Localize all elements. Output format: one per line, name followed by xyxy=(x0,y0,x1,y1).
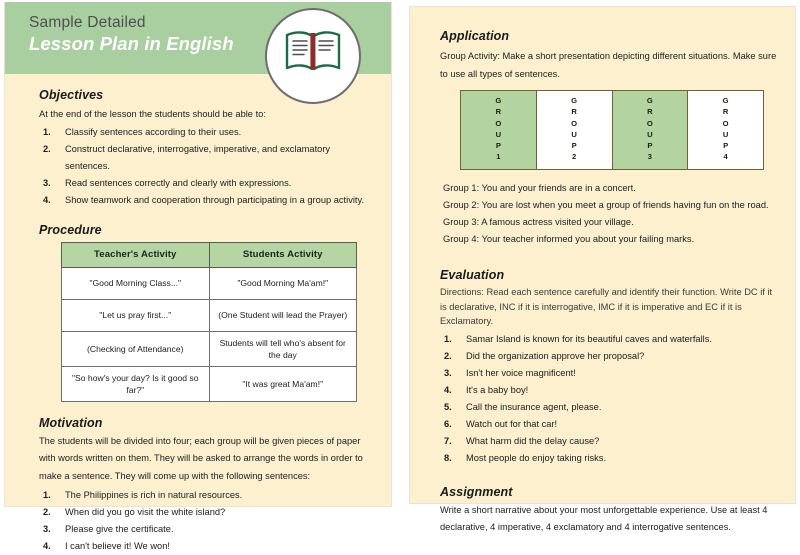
list-number: 2. xyxy=(440,348,466,365)
list-text: Read sentences correctly and clearly with expressions. xyxy=(65,175,369,192)
list-number: 8. xyxy=(440,450,466,467)
list-item xyxy=(39,124,369,141)
group-letter: U xyxy=(571,129,576,140)
motivation-list xyxy=(39,487,369,555)
list-text: Construct declarative, interrogative, imperative, and exclamatory sentences. xyxy=(65,141,369,175)
list-item xyxy=(440,416,777,433)
group-letter: G xyxy=(723,95,729,106)
group-letter: O xyxy=(647,118,653,129)
section-assignment xyxy=(440,485,777,537)
list-item xyxy=(440,399,777,416)
objectives-heading: Objectives xyxy=(39,88,369,102)
list-number: 6. xyxy=(440,416,466,433)
list-item xyxy=(440,348,777,365)
table-cell: (Checking of Attendance) xyxy=(62,331,210,366)
list-number: 4. xyxy=(39,538,65,555)
list-item xyxy=(39,521,369,538)
list-text: When did you go visit the white island? xyxy=(65,504,369,521)
section-motivation xyxy=(39,416,369,555)
list-text: Call the insurance agent, please. xyxy=(466,399,777,416)
group-letter: P xyxy=(572,140,577,151)
list-item xyxy=(440,450,777,467)
evaluation-directions: Directions: Read each sentence carefully and identify their function. Write DC if it is declarative, INC if it is interrogative, IMC if it is imperative and EC if it is Exclamatory. xyxy=(440,285,777,329)
table-row xyxy=(62,331,357,366)
group-letter: G xyxy=(647,95,653,106)
group-letter: G xyxy=(571,95,577,106)
table-row xyxy=(62,366,357,401)
page-header-band xyxy=(5,2,391,74)
group-letter: P xyxy=(723,140,728,151)
group-number: 4 xyxy=(724,151,728,162)
group-letter: U xyxy=(496,129,501,140)
application-intro: Group Activity: Make a short presentation depicting different situations. Make sure to use all types of sentences. xyxy=(440,48,777,83)
motivation-intro: The students will be divided into four; each group will be given pieces of paper with words written on them. They will be asked to arrange the words in order to make a sentence. They will come up with the following sentences: xyxy=(39,433,369,486)
list-text: The Philippines is rich in natural resources. xyxy=(65,487,369,504)
list-item xyxy=(440,331,777,348)
group-box-3 xyxy=(613,91,689,169)
group-box-2 xyxy=(537,91,613,169)
list-text: It's a baby boy! xyxy=(466,382,777,399)
list-number: 1. xyxy=(39,124,65,141)
list-number: 4. xyxy=(440,382,466,399)
list-number: 4. xyxy=(39,192,65,209)
list-number: 5. xyxy=(440,399,466,416)
evaluation-list xyxy=(440,331,777,467)
group-situation-4: Group 4: Your teacher informed you about your failing marks. xyxy=(440,231,777,248)
group-box-1 xyxy=(461,91,537,169)
group-situations-list xyxy=(440,180,777,248)
application-heading: Application xyxy=(440,29,777,43)
list-text: Watch out for that car! xyxy=(466,416,777,433)
column-header-students: Students Activity xyxy=(209,242,357,267)
table-cell: "Good Morning Class..." xyxy=(62,267,210,299)
left-page xyxy=(4,2,392,507)
table-row xyxy=(62,267,357,299)
list-item xyxy=(440,433,777,450)
table-cell: "Good Morning Ma'am!" xyxy=(209,267,357,299)
section-application xyxy=(440,29,777,248)
list-text: Isn't her voice magnificent! xyxy=(466,365,777,382)
group-letter: R xyxy=(647,106,652,117)
table-header-row xyxy=(62,242,357,267)
objectives-list xyxy=(39,124,369,209)
motivation-heading: Motivation xyxy=(39,416,369,430)
group-letter: U xyxy=(723,129,728,140)
list-text: What harm did the delay cause? xyxy=(466,433,777,450)
right-page-content xyxy=(410,7,795,503)
list-text: Did the organization approve her proposal? xyxy=(466,348,777,365)
section-evaluation xyxy=(440,268,777,467)
group-letter: O xyxy=(495,118,501,129)
list-item xyxy=(39,538,369,555)
group-letter: P xyxy=(647,140,652,151)
list-number: 1. xyxy=(39,487,65,504)
group-letter: P xyxy=(496,140,501,151)
list-text: Samar Island is known for its beautiful caves and waterfalls. xyxy=(466,331,777,348)
list-number: 2. xyxy=(39,141,65,175)
group-box-4 xyxy=(688,91,763,169)
list-item xyxy=(440,365,777,382)
table-cell: "It was great Ma'am!" xyxy=(209,366,357,401)
header-subtitle: Sample Detailed xyxy=(29,13,234,32)
assignment-heading: Assignment xyxy=(440,485,777,499)
page-title: Lesson Plan in English xyxy=(29,32,234,55)
table-cell: Students will tell who's absent for the day xyxy=(209,331,357,366)
list-number: 2. xyxy=(39,504,65,521)
list-item xyxy=(39,175,369,192)
list-item xyxy=(39,141,369,175)
assignment-text: Write a short narrative about your most unforgettable experience. Use at least 4 declarative, 4 imperative, 4 exclamatory and 4 interrogative sentences. xyxy=(440,502,777,537)
table-cell: "So how's your day? Is it good so far?" xyxy=(62,366,210,401)
list-text: I can't believe it! We won! xyxy=(65,538,369,555)
group-boxes xyxy=(460,90,764,170)
list-number: 1. xyxy=(440,331,466,348)
group-letter: R xyxy=(723,106,728,117)
section-procedure xyxy=(39,223,369,402)
procedure-heading: Procedure xyxy=(39,223,369,237)
table-cell: (One Student will lead the Prayer) xyxy=(209,299,357,331)
group-situation-3: Group 3: A famous actress visited your village. xyxy=(440,214,777,231)
list-text: Show teamwork and cooperation through participating in a group activity. xyxy=(65,192,369,209)
list-number: 3. xyxy=(39,521,65,538)
table-row xyxy=(62,299,357,331)
group-situation-1: Group 1: You and your friends are in a concert. xyxy=(440,180,777,197)
list-text: Classify sentences according to their uses. xyxy=(65,124,369,141)
list-text: Please give the certificate. xyxy=(65,521,369,538)
group-number: 1 xyxy=(496,151,500,162)
list-item xyxy=(39,504,369,521)
group-letter: G xyxy=(495,95,501,106)
list-item xyxy=(440,382,777,399)
procedure-table xyxy=(61,242,357,402)
group-letter: O xyxy=(571,118,577,129)
group-letter: U xyxy=(647,129,652,140)
objectives-intro: At the end of the lesson the students should be able to: xyxy=(39,107,369,122)
left-page-content xyxy=(5,74,391,506)
group-letter: R xyxy=(571,106,576,117)
list-item xyxy=(39,192,369,209)
group-situation-2: Group 2: You are lost when you meet a group of friends having fun on the road. xyxy=(440,197,777,214)
header-title-block xyxy=(29,13,234,55)
section-objectives xyxy=(39,88,369,209)
group-letter: R xyxy=(496,106,501,117)
list-number: 3. xyxy=(440,365,466,382)
column-header-teacher: Teacher's Activity xyxy=(62,242,210,267)
table-cell: "Let us pray first..." xyxy=(62,299,210,331)
group-letter: O xyxy=(723,118,729,129)
right-page xyxy=(409,6,796,504)
group-number: 2 xyxy=(572,151,576,162)
group-number: 3 xyxy=(648,151,652,162)
list-number: 3. xyxy=(39,175,65,192)
list-number: 7. xyxy=(440,433,466,450)
list-text: Most people do enjoy taking risks. xyxy=(466,450,777,467)
evaluation-heading: Evaluation xyxy=(440,268,777,282)
list-item xyxy=(39,487,369,504)
